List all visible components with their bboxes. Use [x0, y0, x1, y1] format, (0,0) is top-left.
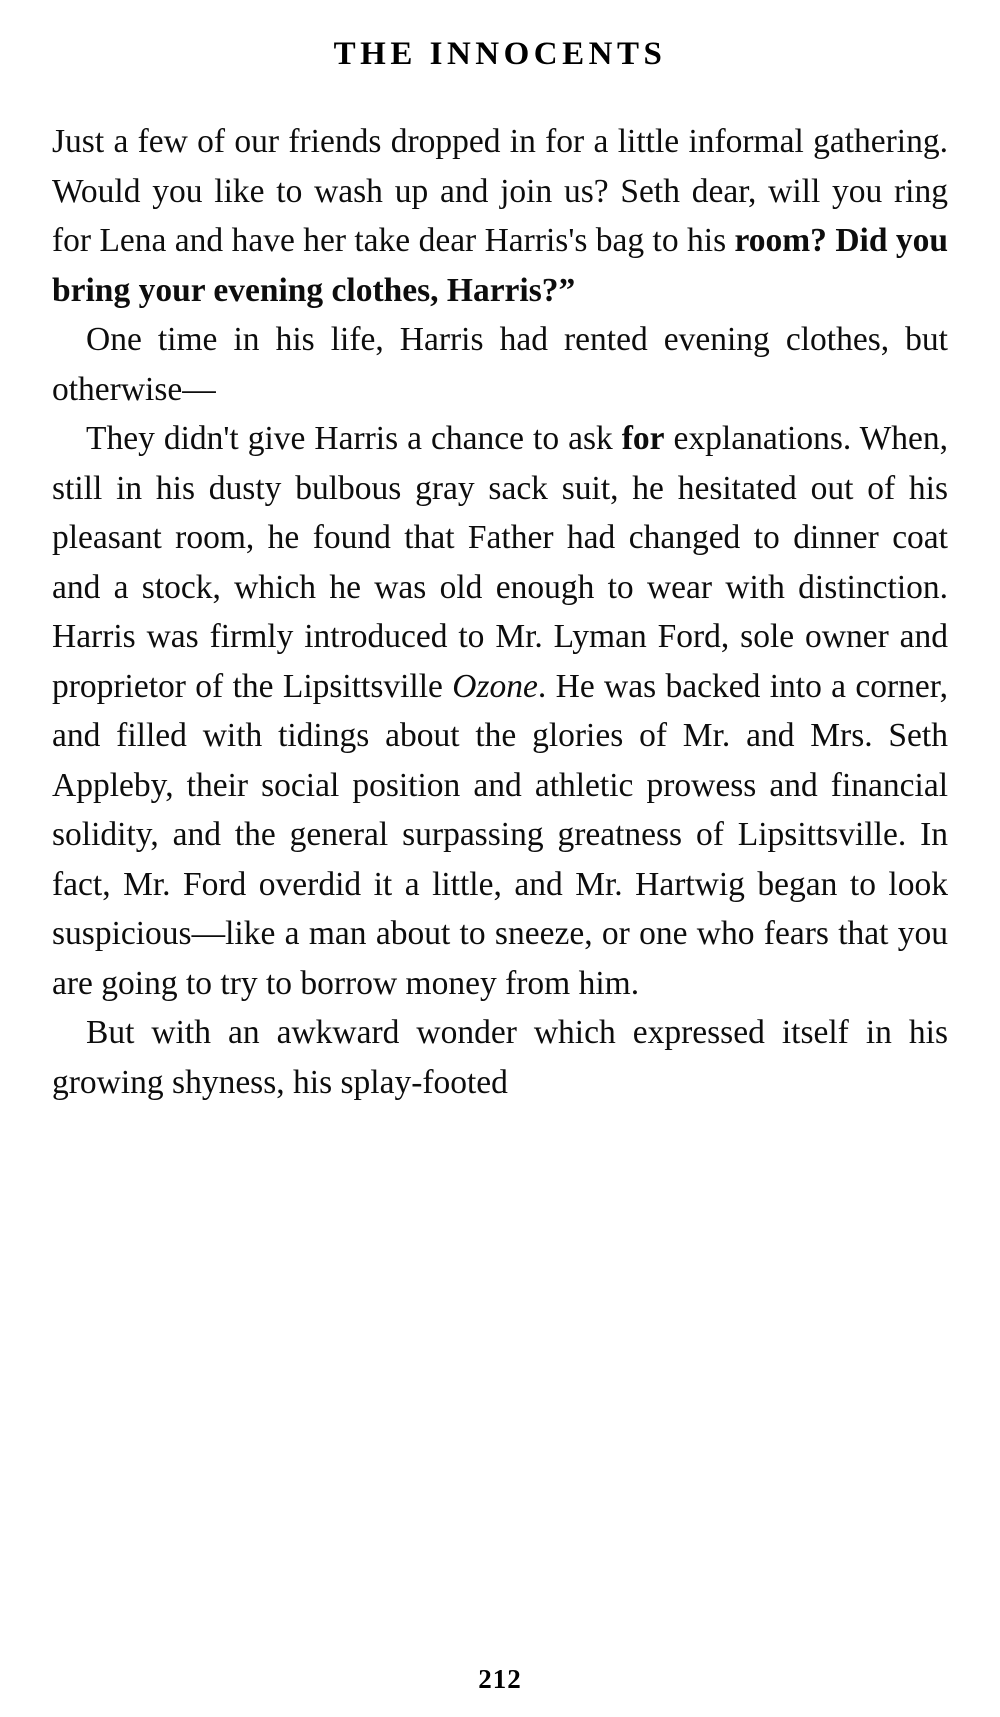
text-run: . He was backed into a corner, and filled with tidings about the glories of Mr. and Mrs. Seth Appleby, their social position and athletic prowess and financial solidity, and the general surpassing greatness of Lipsittsville. In fact, Mr. Ford overdid it a little, and Mr. Hartwig began to look suspicious—like a man about to sneeze, or one who fears that you are going to try to borrow money from him.	[52, 667, 948, 1002]
paragraph	[52, 414, 948, 1008]
text-run-bold: for	[621, 420, 665, 457]
text-run-italic: Ozone	[452, 667, 538, 705]
text-run: But with an awkward wonder which expressed itself in his growing shyness, his splay-footed	[52, 1014, 948, 1101]
page-number: 212	[478, 1664, 522, 1694]
paragraph	[52, 117, 948, 315]
running-head: THE INNOCENTS	[333, 36, 667, 72]
text-run-bold: room? Did you bring your evening clothes, Harris?”	[52, 222, 948, 309]
text-run: Just a few of our friends dropped in for a little informal gathering. Would you like to wash up and join us? Seth dear, will you ring for Lena and have her take dear Harris's bag to his	[52, 123, 948, 259]
paragraph	[52, 315, 948, 414]
text-run: One time in his life, Harris had rented evening clothes, but otherwise—	[52, 321, 948, 408]
text-run: They didn't give Harris a chance to ask	[86, 420, 622, 457]
paragraph	[52, 1008, 948, 1107]
text-run: explanations. When, still in his dusty bulbous gray sack suit, he hesitated out of his pleasant room, he found that Father had changed to dinner coat and a stock, which he was old enough to wear with distinction. Harris was firmly introduced to Mr. Lyman Ford, sole owner and proprietor of the Lipsittsville	[52, 420, 948, 705]
page-body	[52, 117, 948, 1107]
